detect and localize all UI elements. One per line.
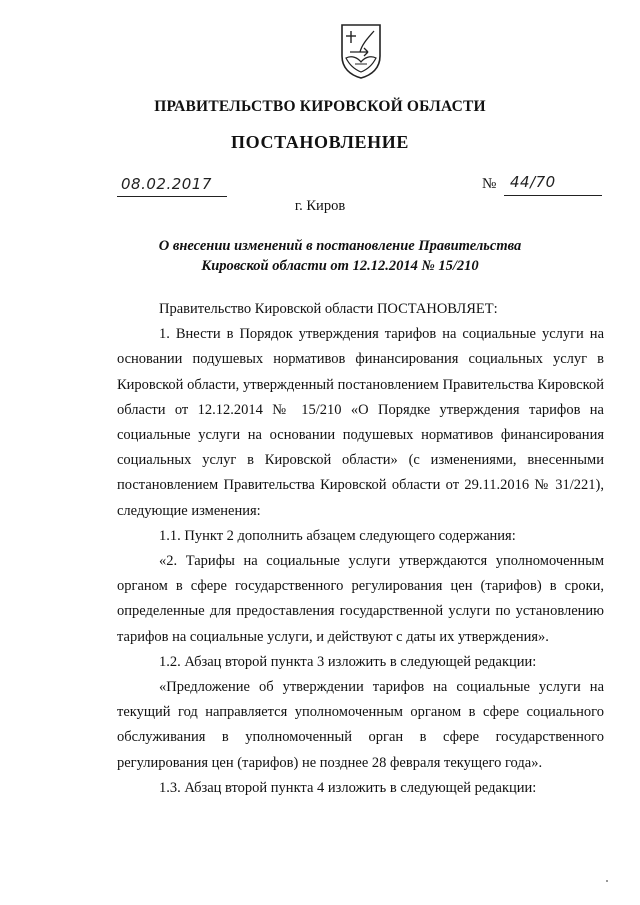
document-date-field [117, 172, 227, 197]
handwritten-date: 08.02.2017 [121, 175, 212, 193]
document-body [117, 297, 604, 801]
body-paragraph: Правительство Кировской области ПОСТАНОВЛЯЕТ: [159, 301, 498, 317]
body-paragraph: 1.3. Абзац второй пункта 4 изложить в следующей редакции: [159, 779, 537, 796]
city-name: г. Киров [294, 198, 346, 214]
document-type-title: ПОСТАНОВЛЕНИЕ [231, 132, 409, 152]
body-paragraph: 1. Внести в Порядок утверждения тарифов на социальные услуги на основании подушевых нормативов финансирования социальных услуг в Кировской области, утвержденный постановлением Правительства Кировской области от 12.12.2014 № 15/210 «О Порядке утверждения тарифов на социальные услуги на основании подушевых нормативов финансирования социальных услуг в Кировской области» (с изменениями, внесенными постановлением Правительства Кировской области от 29.11.2016 № 31/221), следующие изменения: [117, 326, 604, 519]
body-paragraph: 1.1. Пункт 2 дополнить абзацем следующего содержания: [159, 527, 516, 544]
body-paragraph: «2. Тарифы на социальные услуги утверждаются уполномоченным органом в сфере государственного регулирования цен (тарифов) в сроки, определенные для предоставления государственной услуги по установлению тарифов на социальные услуги, и действуют с даты их утверждения». [117, 553, 604, 645]
document-subject [140, 236, 540, 276]
scan-artifact [606, 880, 608, 882]
subject-line-2: Кировской области от 12.12.2014 № 15/210 [201, 258, 479, 274]
number-sign: № [482, 176, 497, 192]
body-paragraph: 1.2. Абзац второй пункта 3 изложить в следующей редакции: [159, 653, 537, 670]
handwritten-number: 44/70 [510, 173, 556, 191]
document-number-field [482, 172, 602, 196]
number-underline [504, 171, 602, 196]
government-title: ПРАВИТЕЛЬСТВО КИРОВСКОЙ ОБЛАСТИ [154, 98, 486, 115]
body-paragraph: «Предложение об утверждении тарифов на социальные услуги на текущий год направляется уполномоченным органом в сфере социального обслуживания в уполномоченный орган в сфере государственного регулирования цен (тарифов) не позднее 28 февраля текущего года». [117, 679, 604, 771]
kirov-oblast-coat-of-arms-icon [338, 22, 384, 80]
subject-line-1: О внесении изменений в постановление Правительства [158, 238, 522, 254]
